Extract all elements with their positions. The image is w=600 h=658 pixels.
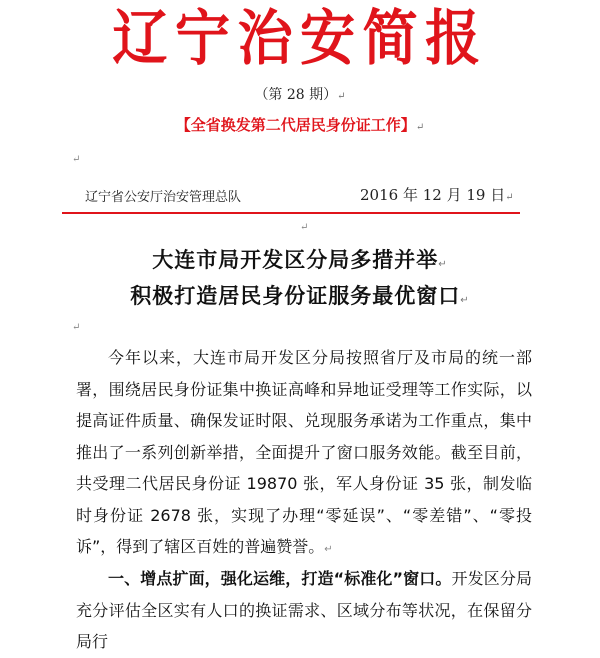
body-paragraph-1	[76, 342, 532, 566]
paragraph-mark: ↵	[505, 192, 514, 203]
body-paragraph-2-text: 开发区分局充分评估全区实有人口的换证需求、区域分布等状况，在保留分局行	[76, 569, 532, 651]
issue-number	[0, 84, 600, 104]
paragraph-mark: ↵	[300, 222, 309, 233]
issue-text: （第 28 期）	[254, 87, 338, 103]
paragraph-mark: ↵	[460, 295, 470, 306]
body-paragraph-2	[76, 563, 532, 658]
headline-line-1-text: 大连市局开发区分局多措并举	[152, 248, 439, 272]
paragraph-mark: ↵	[72, 322, 81, 333]
section-heading: 一、增点扩面，强化运维，打造“标准化”窗口。	[108, 569, 452, 588]
headline-line-2	[0, 280, 600, 310]
headline-line-2-text: 积极打造居民身份证服务最优窗口	[130, 284, 461, 308]
header-divider	[62, 212, 520, 214]
headline-line-1	[0, 244, 600, 274]
issue-date	[360, 184, 514, 205]
issue-date-text: 2016 年 12 月 19 日	[360, 186, 506, 204]
paragraph-mark: ↵	[324, 544, 333, 555]
column-title	[0, 114, 600, 135]
paragraph-mark: ↵	[337, 91, 346, 102]
body-paragraph-1-text: 今年以来，大连市局开发区分局按照省厅及市局的统一部署，围绕居民身份证集中换证高峰和异地证受理等工作实际，以提高证件质量、确保发证时限、兑现服务承诺为工作重点，集中推出了一系列创新举措，全面提升了窗口服务效能。截至目前，共受理二代居民身份证 19870 张，军人身份证 35 张，制发临时身份证 2678 张，实现了办理“零延误”、“零差错”、“零投诉”，得到了辖区百姓的普遍赞誉。	[76, 348, 532, 556]
paragraph-mark: ↵	[438, 259, 448, 270]
paragraph-mark: ↵	[415, 122, 425, 133]
paragraph-mark: ↵	[72, 154, 81, 165]
masthead-title: 辽宁治安简报	[112, 4, 488, 74]
column-title-text: 【全省换发第二代居民身份证工作】	[175, 116, 416, 134]
issuing-department: 辽宁省公安厅治安管理总队	[85, 190, 242, 205]
